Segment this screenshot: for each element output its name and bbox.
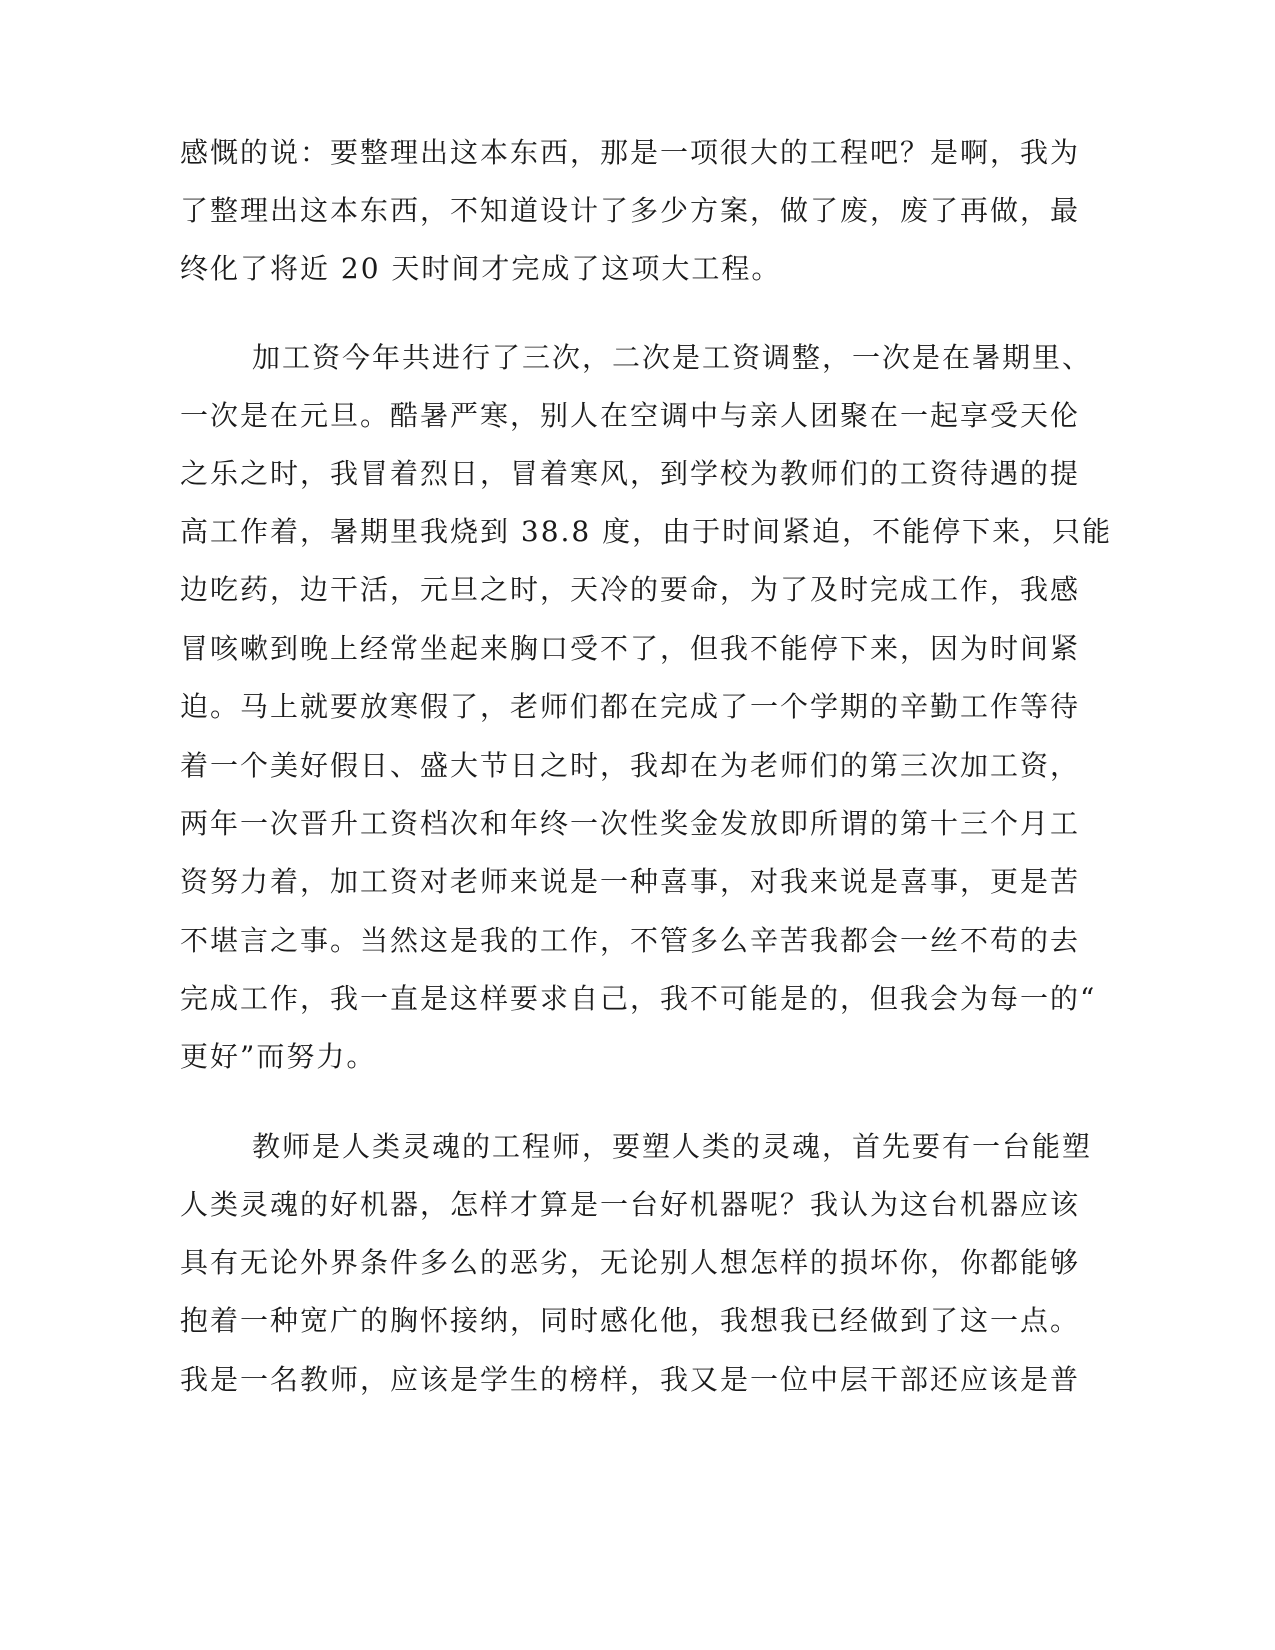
text-line: 完成工作，我一直是这样要求自己，我不可能是的，但我会为每一的“ [180, 982, 1097, 1015]
text-line: 边吃药，边干活，元旦之时，天冷的要命，为了及时完成工作，我感 [180, 573, 1081, 606]
text-line: 更好”而努力。 [180, 1040, 377, 1073]
text-line: 一次是在元旦。酷暑严寒，别人在空调中与亲人团聚在一起享受天伦 [180, 399, 1081, 432]
text-line: 抱着一种宽广的胸怀接纳，同时感化他，我想我已经做到了这一点。 [180, 1304, 1081, 1337]
text-line: 了整理出这本东西，不知道设计了多少方案，做了废，废了再做，最 [180, 194, 1081, 227]
text-line: 终化了将近 20 天时间才完成了这项大工程。 [180, 252, 782, 285]
text-line: 人类灵魂的好机器，怎样才算是一台好机器呢？我认为这台机器应该 [180, 1188, 1081, 1221]
text-line: 两年一次晋升工资档次和年终一次性奖金发放即所谓的第十三个月工 [180, 807, 1081, 840]
text-line: 感慨的说：要整理出这本东西，那是一项很大的工程吧？是啊，我为 [180, 136, 1081, 169]
text-line: 冒咳嗽到晚上经常坐起来胸口受不了，但我不能停下来，因为时间紧 [180, 632, 1081, 665]
text-line: 之乐之时，我冒着烈日，冒着寒风，到学校为教师们的工资待遇的提 [180, 457, 1081, 490]
text-line: 具有无论外界条件多么的恶劣，无论别人想怎样的损坏你，你都能够 [180, 1246, 1081, 1279]
text-line: 资努力着，加工资对老师来说是一种喜事，对我来说是喜事，更是苦 [180, 865, 1081, 898]
text-line: 着一个美好假日、盛大节日之时，我却在为老师们的第三次加工资， [180, 749, 1081, 782]
paragraph-first-line: 教师是人类灵魂的工程师，要塑人类的灵魂，首先要有一台能塑 [252, 1130, 1093, 1163]
text-line: 迫。马上就要放寒假了，老师们都在完成了一个学期的辛勤工作等待 [180, 690, 1081, 723]
text-line: 不堪言之事。当然这是我的工作，不管多么辛苦我都会一丝不苟的去 [180, 924, 1081, 957]
text-line: 我是一名教师，应该是学生的榜样，我又是一位中层干部还应该是普 [180, 1363, 1081, 1396]
text-line: 高工作着，暑期里我烧到 38.8 度，由于时间紧迫，不能停下来，只能 [180, 515, 1113, 548]
paragraph-first-line: 加工资今年共进行了三次，二次是工资调整，一次是在暑期里、 [252, 341, 1093, 374]
